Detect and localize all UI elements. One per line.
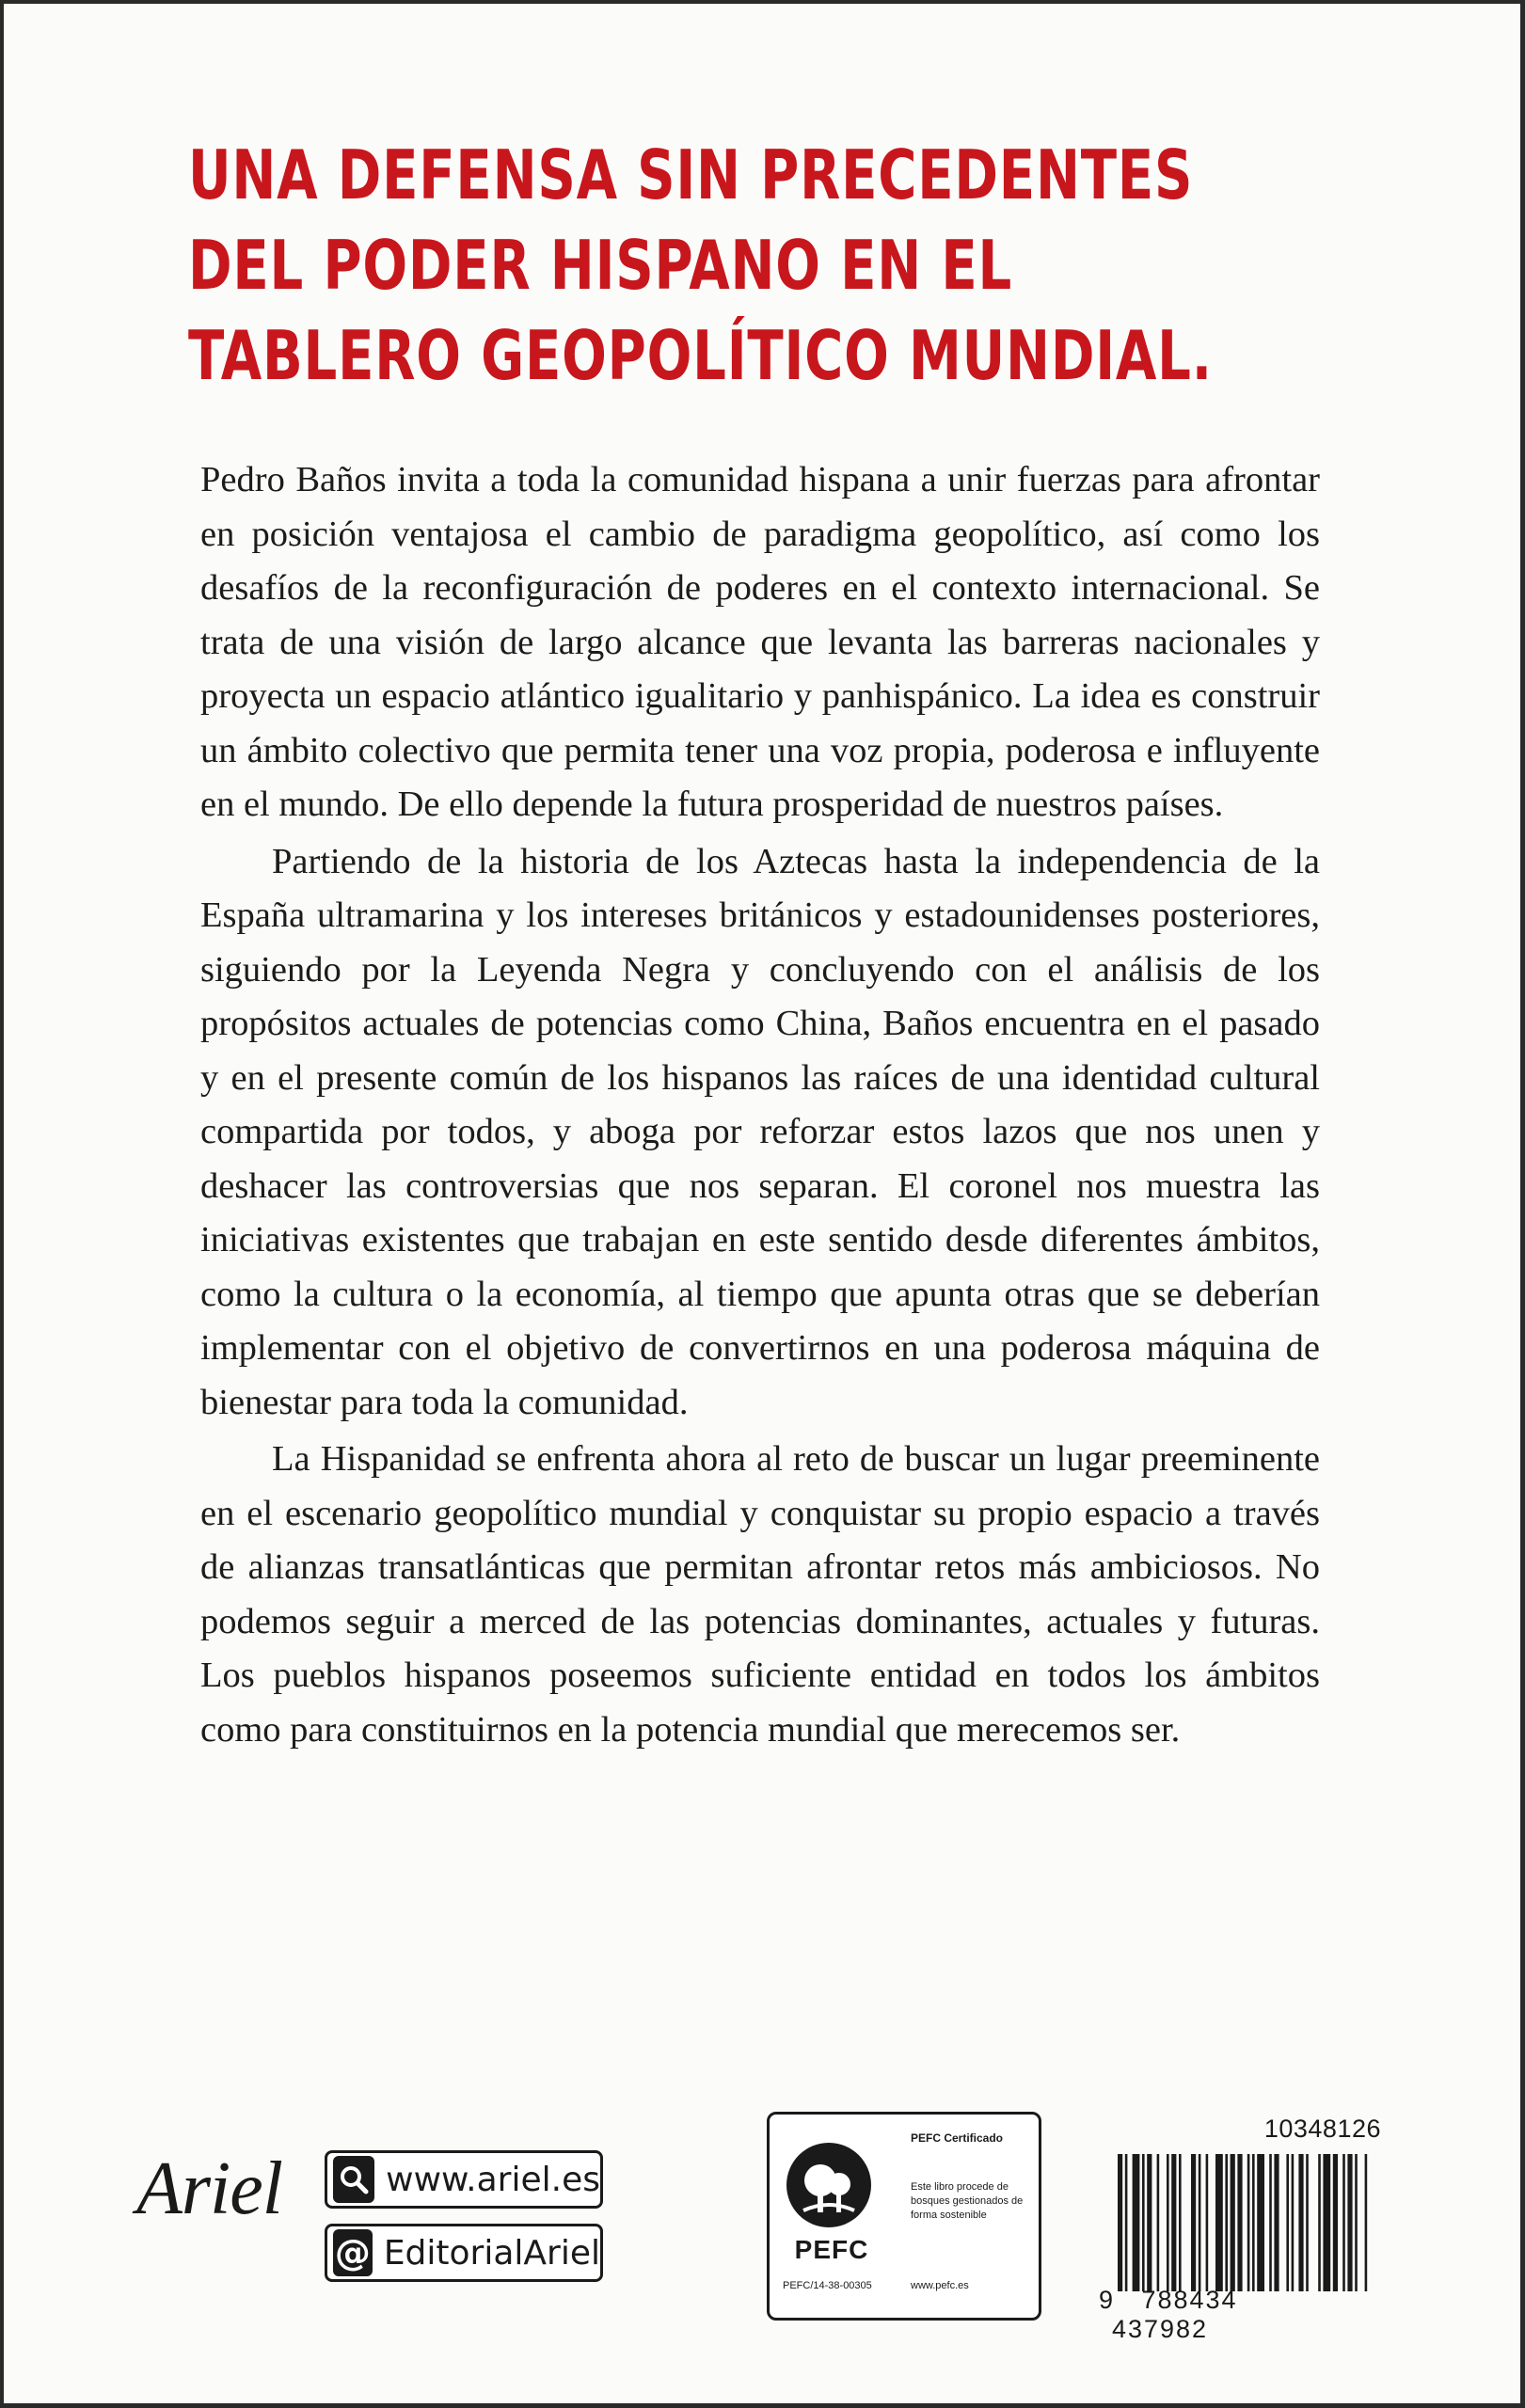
synopsis-paragraph-1: Pedro Baños invita a toda la comunidad hispana a unir fuerzas para afrontar en posición ventajosa el cambio de paradigma geopolítico, así como los desafíos de la reconfiguración de poderes en el contexto internacional. Se trata de una visión de largo alcance que levanta las barreras nacionales y proyecta un espacio atlántico igualitario y panhispánico. La idea es construir un ámbito colectivo que permita tener una voz propia, poderosa e influyente en el mundo. De ello depende la futura prosperidad de nuestros países. bbox=[200, 460, 1320, 824]
pefc-tree-logo-icon bbox=[786, 2143, 871, 2227]
synopsis bbox=[200, 453, 1320, 1760]
barcode-bar bbox=[1237, 2154, 1242, 2291]
barcode-bar bbox=[1318, 2154, 1321, 2291]
pefc-description: Este libro procede de bosques gestionados de forma sostenible bbox=[911, 2181, 1024, 2221]
website-text: www.ariel.es bbox=[386, 2160, 600, 2199]
barcode-bar bbox=[1199, 2154, 1201, 2291]
isbn-left-group: 788434 bbox=[1141, 2286, 1238, 2314]
barcode-bar bbox=[1247, 2154, 1250, 2291]
headline-line-2: DEL PODER HISPANO EN EL bbox=[188, 226, 1013, 305]
pefc-code: PEFC/14-38-00305 bbox=[783, 2280, 872, 2291]
barcode-bar bbox=[1231, 2154, 1235, 2291]
isbn-right-group: 437982 bbox=[1111, 2315, 1209, 2343]
barcode-bar bbox=[1142, 2154, 1145, 2291]
barcode-bar bbox=[1206, 2154, 1209, 2291]
pefc-certified-label: PEFC Certificado bbox=[911, 2131, 1004, 2145]
headline bbox=[188, 130, 1213, 401]
barcode-bar bbox=[1147, 2154, 1152, 2291]
barcode-bar bbox=[1225, 2154, 1228, 2291]
at-icon: @ bbox=[333, 2229, 373, 2276]
barcode-bar bbox=[1286, 2154, 1289, 2291]
barcode-bar bbox=[1215, 2154, 1223, 2291]
barcode-bar bbox=[1179, 2154, 1182, 2291]
barcode-bar bbox=[1118, 2154, 1122, 2291]
barcode-bar bbox=[1171, 2154, 1176, 2291]
barcode-bar bbox=[1191, 2154, 1196, 2291]
pefc-url: www.pefc.es bbox=[911, 2280, 969, 2291]
synopsis-paragraph-2: Partiendo de la historia de los Aztecas hasta la independencia de la España ultramarina y los intereses británicos y estadounidenses posteriores, siguiendo por la Leyenda Negra y concluyendo con el análisis de los propósitos actuales de potencias como China, Baños encuentra en el pasado y en el presente común de los hispanos las raíces de una identidad cultural compartida por todos, y aboga por reforzar estos lazos que nos unen y deshacer las controversias que nos separan. El coronel nos muestra las iniciativas existentes que trabajan en este sentido desde diferentes ámbitos, como la cultura o la economía, al tiempo que apunta otras que se deberían implementar con el objetivo de convertirnos en una poderosa máquina de bienestar para toda la comunidad. bbox=[200, 841, 1320, 1422]
barcode-bar bbox=[1347, 2154, 1352, 2291]
barcode-bar bbox=[1323, 2154, 1330, 2291]
border-bottom bbox=[0, 2403, 1525, 2408]
isbn-first-digit: 9 bbox=[1099, 2286, 1116, 2314]
search-icon bbox=[333, 2156, 374, 2203]
border-top bbox=[0, 0, 1525, 4]
barcode-bar bbox=[1292, 2154, 1295, 2291]
pefc-certification bbox=[767, 2112, 1041, 2321]
barcode-bar bbox=[1298, 2154, 1303, 2291]
publisher-logo: Ariel bbox=[136, 2147, 282, 2230]
isbn-digits bbox=[1099, 2286, 1381, 2344]
barcode-bar bbox=[1133, 2154, 1140, 2291]
border-left bbox=[0, 0, 4, 2408]
isbn-barcode bbox=[1099, 2115, 1381, 2343]
border-right bbox=[1520, 0, 1525, 2408]
barcode-bar bbox=[1274, 2154, 1279, 2291]
internal-code: 10348126 bbox=[1263, 2115, 1381, 2143]
barcode-bar bbox=[1342, 2154, 1345, 2291]
barcode-bar bbox=[1306, 2154, 1309, 2291]
pefc-logo-word: PEFC bbox=[794, 2235, 869, 2264]
website-badge[interactable] bbox=[325, 2150, 603, 2209]
barcode-bar bbox=[1167, 2154, 1169, 2291]
headline-line-1: UNA DEFENSA SIN PRECEDENTES bbox=[188, 135, 1194, 214]
synopsis-paragraph-3: La Hispanidad se enfrenta ahora al reto de buscar un lugar preeminente en el escenario geopolítico mundial y conquistar su propio espacio a través de alianzas transatlánticas que permitan afrontar retos más ambiciosos. No podemos seguir a merced de las potencias dominantes, actuales y futuras. Los pueblos hispanos poseemos suficiente entidad en todos los ámbitos como para constituirnos en la potencia mundial que merecemos ser. bbox=[200, 1439, 1320, 1750]
barcode-bar bbox=[1252, 2154, 1255, 2291]
barcode-bar bbox=[1125, 2154, 1128, 2291]
barcode-bars bbox=[1118, 2154, 1374, 2291]
social-handle: EditorialAriel bbox=[383, 2233, 600, 2273]
social-badge[interactable] bbox=[325, 2224, 603, 2282]
barcode-bar bbox=[1269, 2154, 1272, 2291]
barcode-bar bbox=[1365, 2154, 1368, 2291]
barcode-bar bbox=[1333, 2154, 1338, 2291]
barcode-bar bbox=[1257, 2154, 1264, 2291]
barcode-bar bbox=[1355, 2154, 1358, 2291]
barcode-bar bbox=[1157, 2154, 1160, 2291]
headline-line-3: TABLERO GEOPOLÍTICO MUNDIAL. bbox=[188, 316, 1213, 395]
